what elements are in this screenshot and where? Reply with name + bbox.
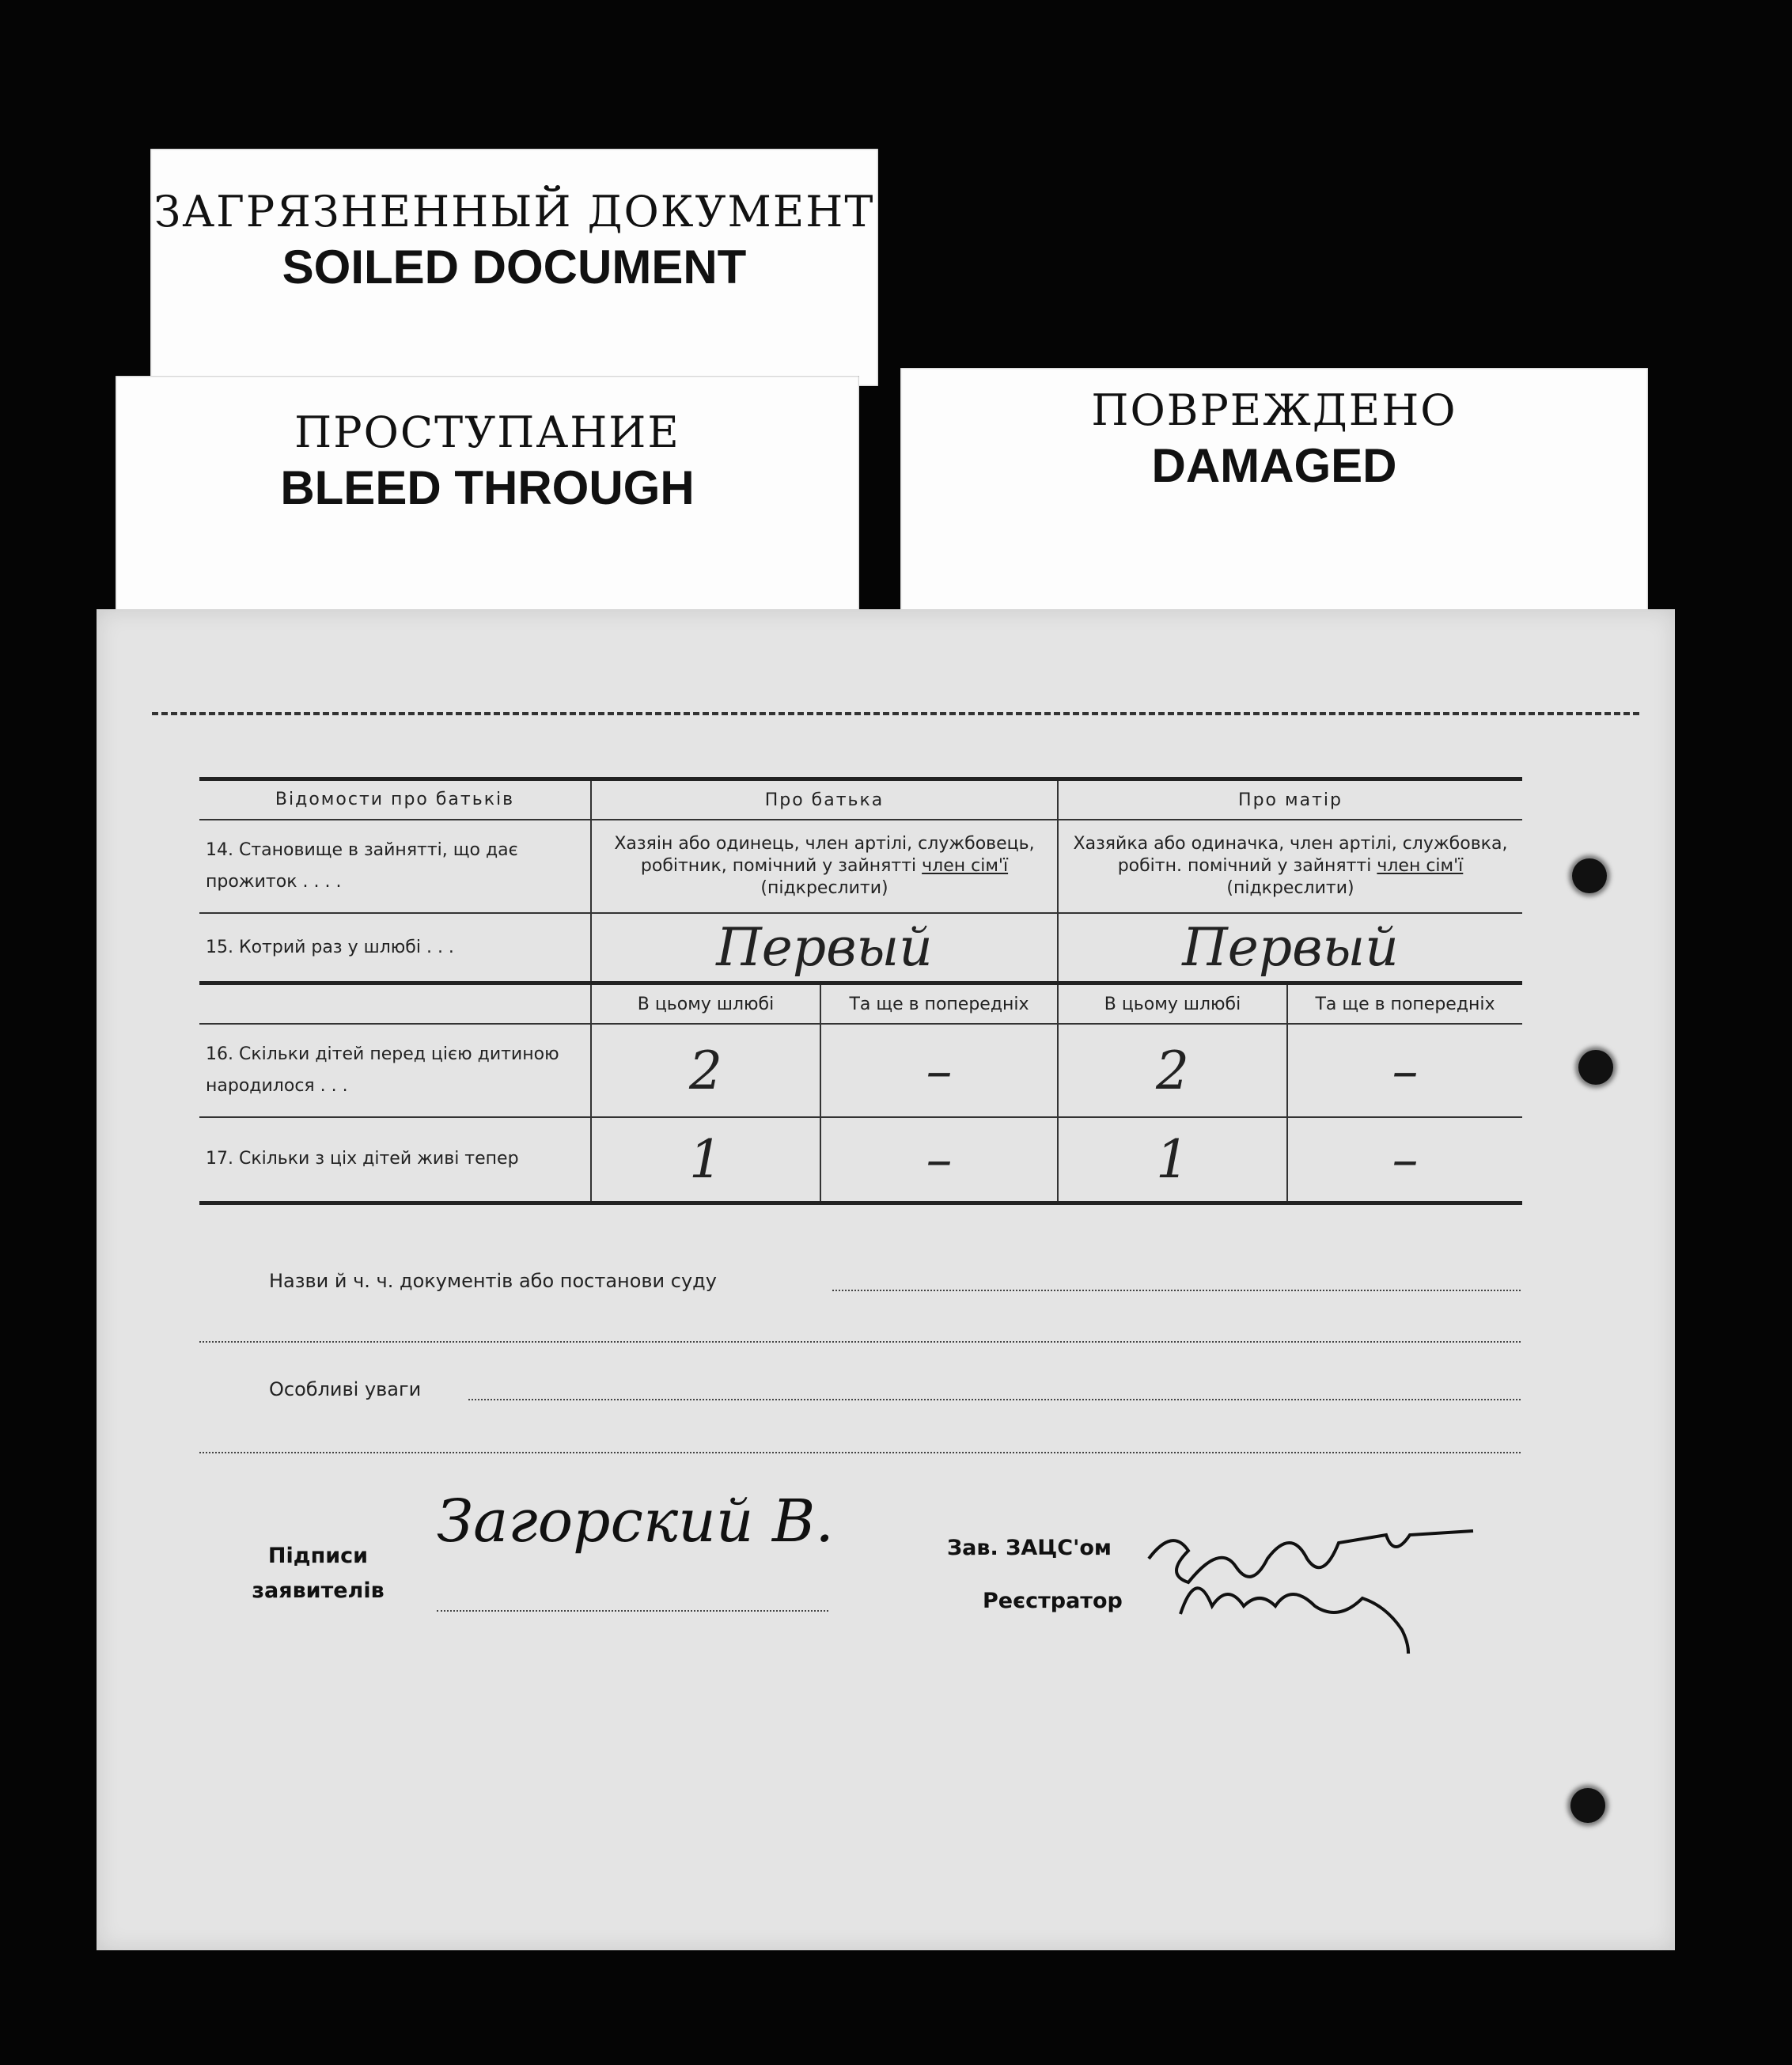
registrar-label: Реєстратор (983, 1589, 1123, 1613)
row16-label: 16. Скільки дітей перед цією дитиною народилося . . . (199, 1024, 591, 1117)
row16-mother-previous: – (1287, 1024, 1522, 1117)
row16-mother-this: 2 (1058, 1024, 1287, 1117)
row16-father-previous: – (820, 1024, 1058, 1117)
damaged-tag-ru: ПОВРЕЖДЕНО (1091, 385, 1457, 435)
row14-father-tail: (підкреслити) (760, 878, 888, 898)
row14-mother (1058, 820, 1522, 913)
documents-line-2 (199, 1341, 1521, 1343)
official-signatures (1133, 1511, 1497, 1654)
row14-father-text: Хазяін або одинець, член артілі, службовець, робітник, помічний у зайнятті (614, 834, 1035, 876)
row14-mother-underlined: член сім'ї (1377, 856, 1464, 876)
parents-info-table (199, 777, 1522, 1205)
applicant-signature-line (437, 1610, 828, 1612)
row14-father-underlined: член сім'ї (922, 856, 1009, 876)
binding-hole (1572, 858, 1607, 893)
sub-header-father-this: В цьому шлюбі (591, 983, 820, 1025)
header-parents-info: Відомости про батьків (199, 779, 591, 820)
header-father: Про батька (591, 779, 1058, 820)
binding-hole (1570, 1788, 1605, 1823)
row16-father-this: 2 (591, 1024, 820, 1117)
sub-header-mother-this: В цьому шлюбі (1058, 983, 1287, 1025)
row15-mother-value: Первый (1058, 913, 1522, 983)
row17-father-this: 1 (591, 1117, 820, 1203)
row15-label: 15. Котрий раз у шлюбі . . . (199, 913, 591, 983)
sub-header-spacer (199, 983, 591, 1025)
document-sheet (97, 609, 1675, 1950)
header-mother: Про матір (1058, 779, 1522, 820)
row17-mother-this: 1 (1058, 1117, 1287, 1203)
row17-label: 17. Скільки з ціх дітей живі тепер (199, 1117, 591, 1203)
notes-label: Особливі уваги (269, 1378, 422, 1400)
applicants-label-line1: Підписи (267, 1544, 369, 1568)
sub-header-father-previous: Та ще в попередніх (820, 983, 1058, 1025)
row17-father-previous: – (820, 1117, 1058, 1203)
row15-father-value: Первый (591, 913, 1058, 983)
soiled-tag-ru: ЗАГРЯЗНЕННЫЙ ДОКУМЕНТ (153, 187, 875, 237)
applicant-signature: Загорский В. (437, 1487, 834, 1555)
notes-line-2 (199, 1452, 1521, 1453)
head-zags-label: Зав. ЗАЦС'ом (947, 1536, 1112, 1560)
notes-line-1 (468, 1399, 1521, 1400)
applicants-signature-label (247, 1539, 389, 1608)
perforation-line (152, 712, 1639, 715)
row14-father (591, 820, 1058, 913)
row14-label: 14. Становище в зайнятті, що дає прожиток . . . . (199, 820, 591, 913)
applicants-label-line2: заявителів (252, 1578, 385, 1603)
bleed-tag-ru: ПРОСТУПАНИЕ (294, 407, 680, 457)
soiled-tag-en: SOILED DOCUMENT (282, 241, 747, 294)
soiled-document-tag (150, 149, 878, 386)
damaged-tag-en: DAMAGED (1151, 439, 1397, 492)
row14-mother-text: Хазяйка або одиначка, член артілі, службовка, робітн. помічний у зайнятті (1073, 834, 1508, 876)
row17-mother-previous: – (1287, 1117, 1522, 1203)
documents-line-1 (832, 1290, 1521, 1291)
damaged-tag (900, 368, 1648, 621)
sub-header-mother-previous: Та ще в попередніх (1287, 983, 1522, 1025)
row14-mother-tail: (підкреслити) (1226, 878, 1354, 898)
bleed-through-tag (116, 376, 859, 621)
binding-hole (1578, 1050, 1613, 1085)
documents-label: Назви й ч. ч. документів або постанови суду (269, 1270, 717, 1292)
bleed-tag-en: BLEED THROUGH (280, 461, 695, 514)
